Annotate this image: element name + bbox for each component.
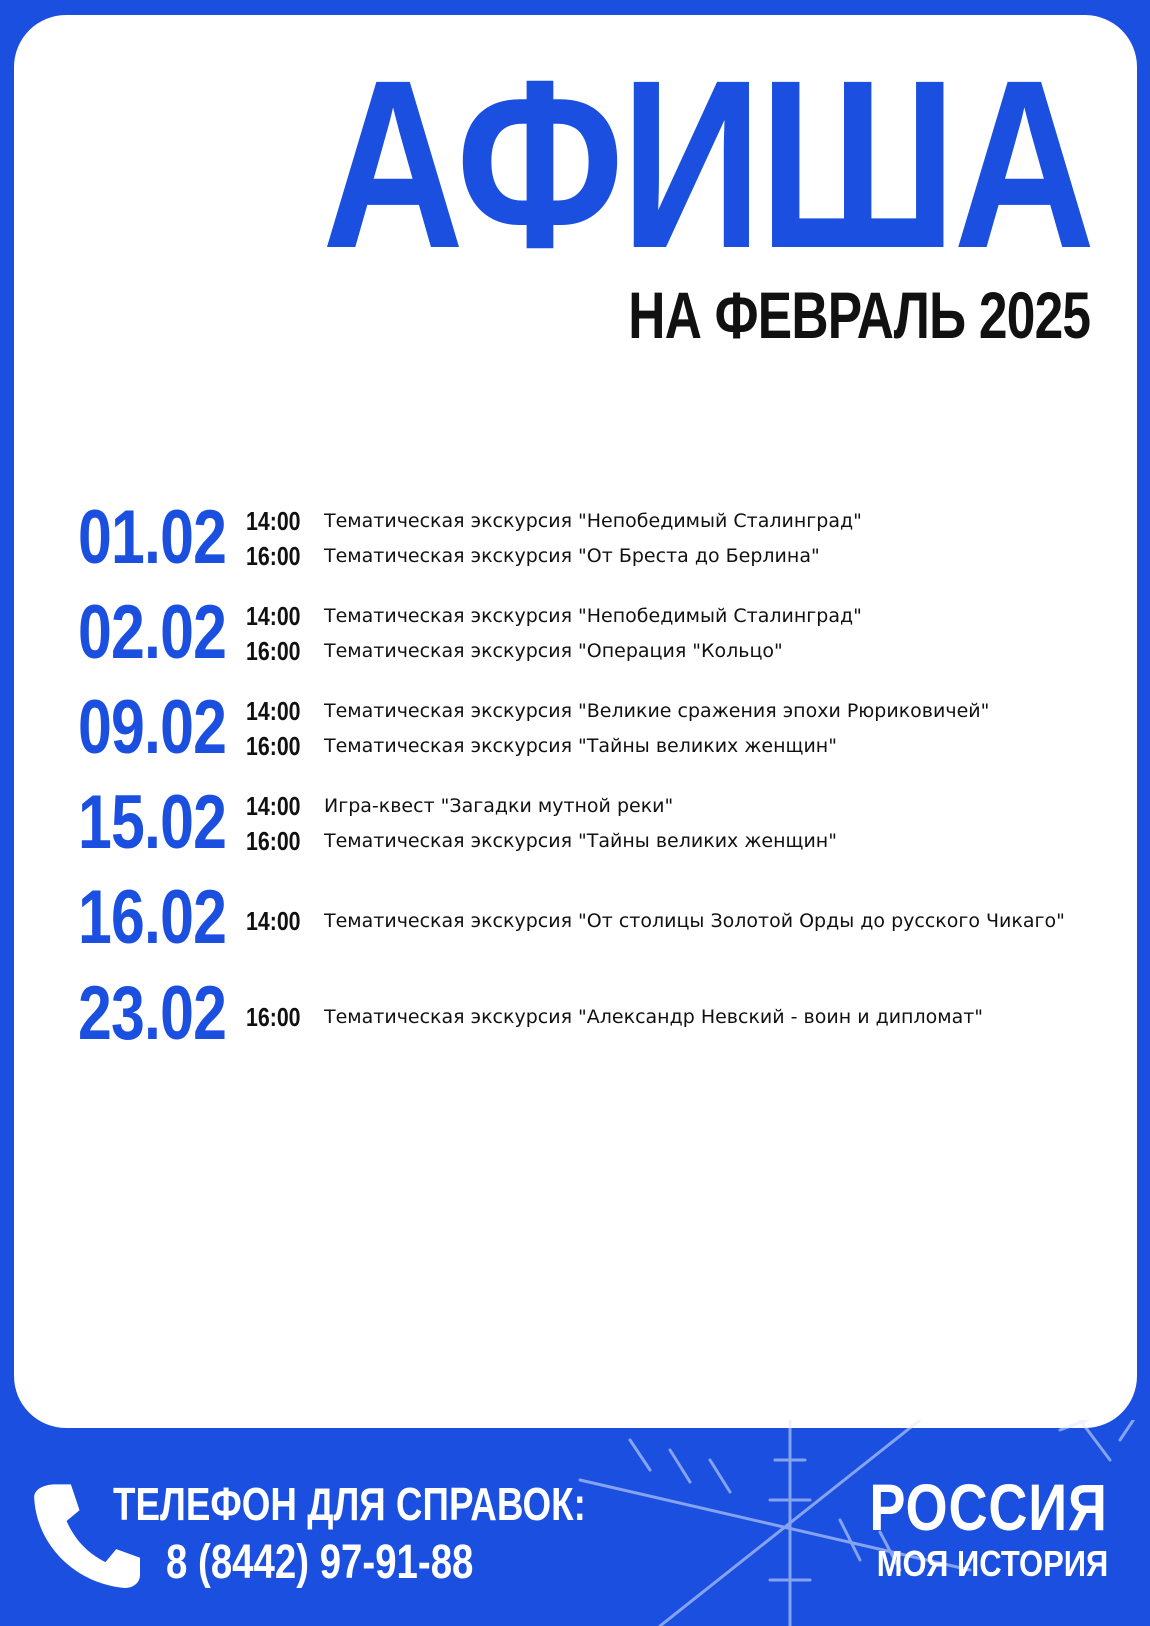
day-date: 09.02 (78, 685, 227, 770)
event-time: 16:00 (246, 636, 301, 666)
event-title: Тематическая экскурсия "Тайны великих женщин" (324, 735, 837, 757)
logo-my-history: МОЯ ИСТОРИЯ (876, 1543, 1108, 1584)
event-time: 14:00 (246, 906, 301, 936)
event-title: Тематическая экскурсия "Непобедимый Сталинград" (324, 510, 862, 532)
logo-russia: РОССИЯ (869, 1470, 1108, 1544)
day-date: 01.02 (78, 495, 227, 580)
day-date: 23.02 (78, 971, 227, 1056)
day-date: 16.02 (78, 875, 227, 960)
day-date: 15.02 (78, 780, 227, 865)
event-time: 14:00 (246, 601, 301, 631)
phone-label: ТЕЛЕФОН ДЛЯ СПРАВОК: (113, 1478, 586, 1530)
event-title: Тематическая экскурсия "Непобедимый Сталинград" (324, 605, 862, 627)
event-title: Игра-квест "Загадки мутной реки" (324, 795, 674, 817)
event-time: 16:00 (246, 826, 301, 856)
event-title: Тематическая экскурсия "Великие сражения эпохи Рюриковичей" (324, 700, 990, 722)
event-time: 14:00 (246, 696, 301, 726)
poster-subtitle: НА ФЕВРАЛЬ 2025 (628, 278, 1090, 352)
event-title: Тематическая экскурсия "Операция "Кольцо" (324, 640, 783, 662)
event-title: Тематическая экскурсия "От Бреста до Берлина" (324, 545, 820, 567)
event-time: 14:00 (246, 506, 301, 536)
event-title: Тематическая экскурсия "От столицы Золотой Орды до русского Чикаго" (324, 910, 1065, 932)
event-time: 14:00 (246, 791, 301, 821)
event-time: 16:00 (246, 731, 301, 761)
phone-number: 8 (8442) 97-91-88 (166, 1536, 474, 1589)
event-time: 16:00 (246, 1002, 301, 1032)
event-title: Тематическая экскурсия "Александр Невский - воин и дипломат" (324, 1006, 984, 1028)
poster-title: АФИША (321, 30, 1092, 298)
event-title: Тематическая экскурсия "Тайны великих женщин" (324, 830, 837, 852)
event-time: 16:00 (246, 541, 301, 571)
day-date: 02.02 (78, 590, 227, 675)
